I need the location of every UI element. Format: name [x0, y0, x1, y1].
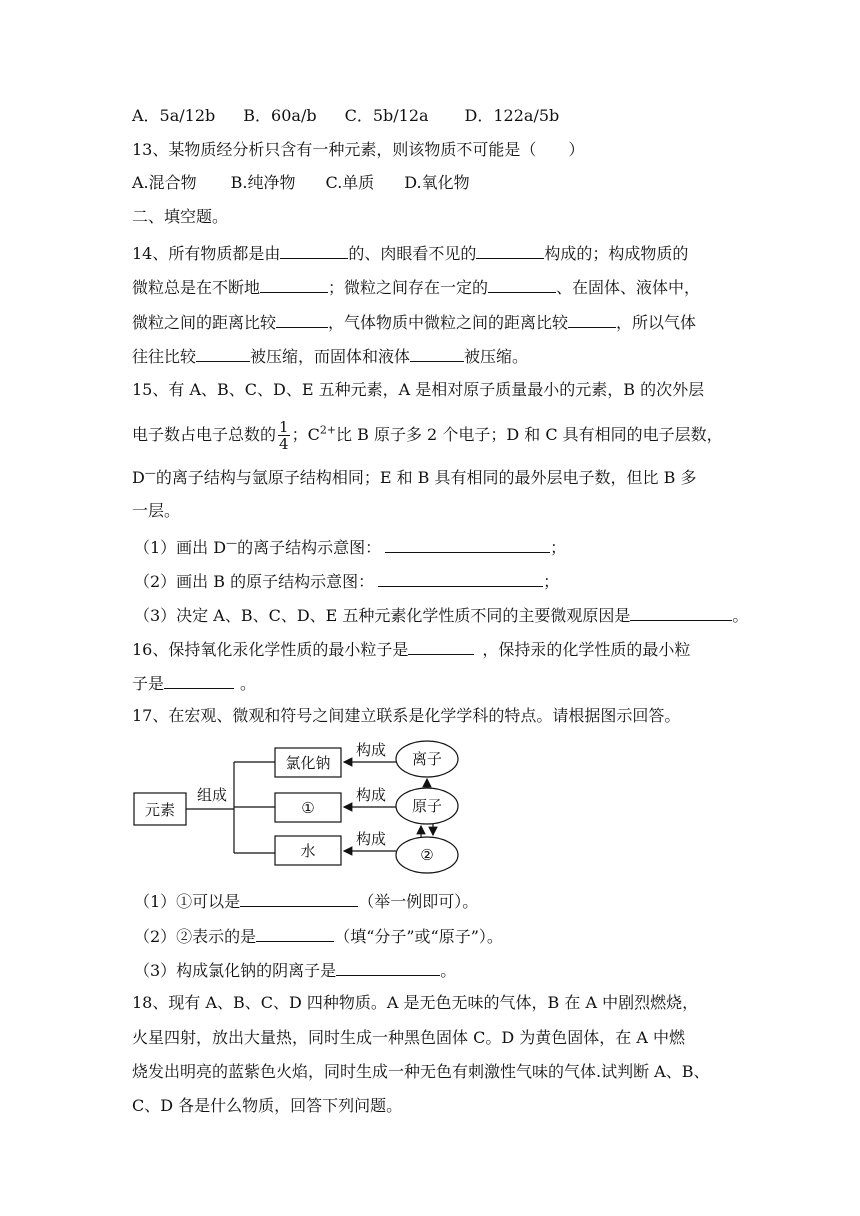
q14-text: 被压缩，而固体和液体 — [250, 347, 411, 366]
q18-line-2: 火星四射，放出大量热，同时生成一种黑色固体 C。D 为黄色固体，在 A 中燃 — [132, 1028, 685, 1047]
q15-text: ； — [550, 538, 567, 557]
q13-option-c: C.单质 — [325, 173, 375, 192]
q17-text: （3）构成氯化钠的阴离子是 — [134, 961, 337, 980]
q15-text: 的离子结构示意图： — [237, 538, 382, 557]
q15-line-4: 一层。 — [132, 501, 181, 520]
q14-text: 被压缩。 — [464, 347, 529, 366]
q14-text: 的、肉眼看不见的 — [348, 244, 477, 263]
charge-superscript: — — [144, 466, 156, 480]
q18-line-1: 18、现有 A、B、C、D 四种物质。A 是无色无味的气体，B 在 A 中剧烈燃烧， — [132, 993, 699, 1012]
q14-text: 、在固体、液体中， — [556, 278, 701, 297]
q15-text: （2）画出 B 的原子结构示意图： — [134, 572, 375, 591]
answer-blank[interactable] — [336, 958, 440, 976]
q15-line-2 — [132, 419, 723, 452]
q15-text: （1）画出 D — [134, 538, 227, 557]
q15-text: （3）决定 A、B、C、D、E 五种元素化学性质不同的主要微观原因是 — [134, 606, 631, 625]
q15-text: 。 — [732, 606, 749, 625]
q15-line-3 — [132, 467, 696, 489]
answer-blank[interactable] — [240, 889, 358, 907]
q14-text: 微粒总是在不断地 — [132, 278, 261, 297]
q14-text: 构成的；构成物质的 — [544, 244, 689, 263]
q16-text: 16、保持氧化汞化学性质的最小粒子是 — [132, 640, 409, 659]
answer-blank[interactable] — [164, 671, 234, 689]
q14-text: 往往比较 — [132, 347, 197, 366]
q15-line-1: 15、有 A、B、C、D、E 五种元素，A 是相对原子质量最小的元素，B 的次外层 — [132, 380, 705, 399]
q15-sub-2 — [134, 569, 559, 593]
answer-blank[interactable] — [196, 344, 250, 362]
q17-text: （举一例即可）。 — [358, 892, 479, 911]
fraction-numerator: 1 — [279, 418, 289, 436]
answer-blank[interactable] — [408, 637, 474, 655]
q15-text: 电子数占电子总数的 — [132, 425, 277, 444]
charge-superscript: 2+ — [319, 423, 337, 437]
q14-text: ，气体物质中微粒之间的距离比较 — [328, 313, 569, 332]
q13-stem: 13、某物质经分析只含有一种元素，则该物质不可能是（ ） — [132, 140, 585, 159]
q13-option-a: A.混合物 — [132, 173, 197, 192]
nacl-label: 氯化钠 — [285, 754, 331, 772]
q12-option-c: C．5b/12a — [344, 106, 429, 125]
q18-line-4: C、D 各是什么物质，回答下列问题。 — [132, 1096, 403, 1115]
ion-label: 离子 — [411, 750, 443, 768]
answer-blank[interactable] — [476, 241, 544, 259]
q14-line-3 — [132, 310, 696, 334]
answer-blank[interactable] — [385, 535, 550, 553]
q14-text: ，所以气体 — [616, 313, 697, 332]
q17-sub-1 — [134, 889, 478, 913]
blank-ellipse-2-label: ② — [420, 846, 434, 864]
q15-sub-3 — [134, 603, 748, 627]
q17-sub-3 — [134, 958, 456, 982]
charge-superscript: — — [226, 536, 238, 550]
answer-blank[interactable] — [630, 603, 732, 621]
fraction-denominator: 4 — [279, 435, 289, 453]
q12-option-a: A．5a/12b — [132, 106, 216, 125]
compose-label: 组成 — [196, 786, 228, 804]
q14-text: ；微粒之间存在一定的 — [328, 278, 489, 297]
answer-blank[interactable] — [256, 924, 334, 942]
answer-blank[interactable] — [410, 344, 464, 362]
water-label: 水 — [300, 842, 316, 860]
section-title: 二、填空题。 — [132, 207, 229, 226]
q15-text: 的离子结构与氩原子结构相同；E 和 B 具有相同的最外层电子数，但比 B 多 — [155, 468, 697, 487]
make-label-2: 构成 — [355, 786, 387, 804]
q16-text: 子是 — [132, 674, 165, 693]
particle-diagram — [130, 738, 470, 874]
element-label: 元素 — [144, 801, 176, 819]
q14-text: 14、所有物质都是由 — [132, 244, 281, 263]
q16-line-2 — [132, 671, 256, 695]
q18-line-3: 烧发出明亮的蓝紫色火焰，同时生成一种无色有刺激性气味的气体.试判断 A、B、 — [132, 1062, 710, 1081]
q15-sub-1 — [134, 535, 566, 559]
q14-line-4 — [132, 344, 528, 368]
q15-text: 比 B 原子多 2 个电子；D 和 C 具有相同的电子层数， — [336, 425, 723, 444]
q13-option-b: B.纯净物 — [230, 173, 296, 192]
answer-blank[interactable] — [280, 241, 348, 259]
q13-option-d: D.氧化物 — [404, 173, 470, 192]
q12-options — [132, 105, 559, 127]
q12-option-b: B．60a/b — [243, 106, 317, 125]
answer-blank[interactable] — [488, 275, 556, 293]
q14-line-2 — [132, 275, 700, 299]
q17-text: （填“分子”或“原子”）。 — [334, 927, 503, 946]
q17-text: （1）①可以是 — [134, 892, 241, 911]
q13-options — [132, 172, 470, 194]
q14-text: 微粒之间的距离比较 — [132, 313, 277, 332]
make-label-3: 构成 — [355, 830, 387, 848]
q14-line-1 — [132, 241, 688, 265]
q16-text: 。 — [240, 674, 257, 693]
answer-blank[interactable] — [260, 275, 328, 293]
q17-text: 。 — [440, 961, 457, 980]
q12-option-d: D．122a/5b — [464, 106, 560, 125]
q15-text: ； — [543, 572, 560, 591]
answer-blank[interactable] — [276, 310, 328, 328]
q16-line-1 — [132, 637, 690, 661]
q15-text: ；C — [291, 425, 320, 444]
atom-label: 原子 — [411, 797, 443, 815]
q17-text: （2）②表示的是 — [134, 927, 257, 946]
fraction — [278, 419, 290, 452]
q15-text: D — [132, 468, 145, 487]
q17-sub-2 — [134, 924, 503, 948]
make-label-1: 构成 — [355, 741, 387, 759]
blank-box-1-label: ① — [301, 799, 315, 817]
answer-blank[interactable] — [568, 310, 616, 328]
q17-stem: 17、在宏观、微观和符号之间建立联系是化学学科的特点。请根据图示回答。 — [132, 706, 681, 725]
q16-text: ，保持汞的化学性质的最小粒 — [482, 640, 691, 659]
answer-blank[interactable] — [378, 569, 543, 587]
